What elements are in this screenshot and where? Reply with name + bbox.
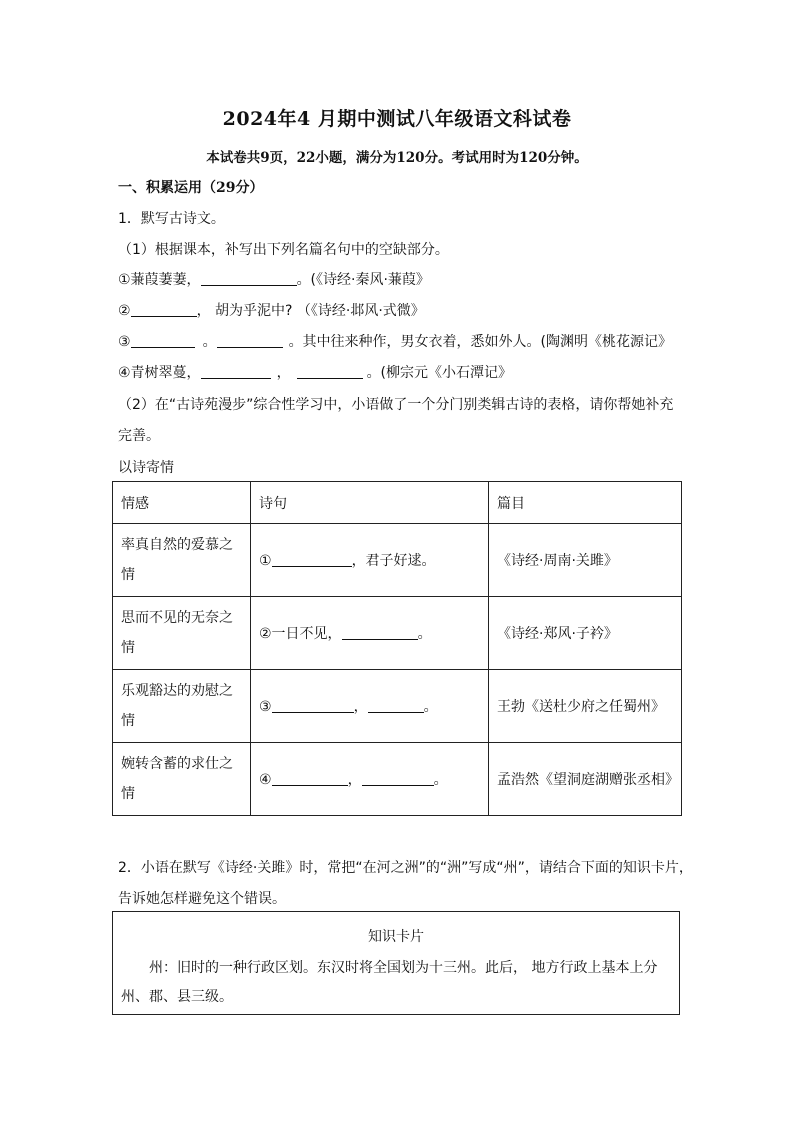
answer-blank[interactable] <box>131 302 197 317</box>
table-caption: 以诗寄情 <box>118 460 174 476</box>
verse-pre: ③ <box>259 699 272 715</box>
verse-cell <box>251 670 489 743</box>
header-emotion: 情感 <box>113 482 251 524</box>
source-cell: 《诗经·周南·关雎》 <box>489 524 682 597</box>
answer-blank[interactable] <box>201 271 297 286</box>
verse-post: 。 <box>423 699 438 715</box>
fill-item-1-pre: ①蒹葭萋萋， <box>118 272 201 288</box>
question-1-part-2-cont: 完善。 <box>118 428 160 444</box>
verse-pre: ④ <box>259 772 272 788</box>
exam-subtitle: 本试卷共9页，22小题，满分为120分。考试用时为120分钟。 <box>206 150 588 166</box>
fill-item-4-pre: ④青树翠蔓， <box>118 365 201 381</box>
answer-blank[interactable] <box>272 771 348 786</box>
question-2-stem-cont: 告诉她怎样避免这个错误。 <box>118 891 286 907</box>
header-source: 篇目 <box>489 482 682 524</box>
knowledge-card-title: 知识卡片 <box>368 929 424 945</box>
fill-item-1-post: 。(《诗经·秦风·蒹葭》 <box>296 272 430 288</box>
answer-blank[interactable] <box>368 698 424 713</box>
verse-pre: ① <box>259 553 272 569</box>
emotion-cell: 婉转含蓄的求仕之情 <box>113 743 251 816</box>
fill-item-1 <box>118 269 430 289</box>
verse-mid: ， <box>353 699 368 715</box>
fill-item-2-pre: ② <box>118 303 131 319</box>
answer-blank[interactable] <box>272 698 354 713</box>
knowledge-card-body: 州：旧时的一种行政区划。东汉时将全国划为十三州。此后， 地方行政上基本上分州、郡、县三级。 <box>121 960 658 1005</box>
fill-item-3-pre: ③ <box>118 334 131 350</box>
question-1-stem: 1．默写古诗文。 <box>118 211 225 227</box>
verse-pre: ②一日不见， <box>259 626 342 642</box>
question-2-stem: 2．小语在默写《诗经·关雎》时，常把“在河之洲”的“洲”写成“州”，请结合下面的知识卡片， <box>118 860 693 876</box>
source-cell: 孟浩然《望洞庭湖赠张丞相》 <box>489 743 682 816</box>
fill-item-3-mid: 。 <box>202 334 217 350</box>
answer-blank[interactable] <box>131 333 195 348</box>
answer-blank[interactable] <box>272 552 352 567</box>
verse-post: 。 <box>417 626 432 642</box>
knowledge-card <box>112 911 680 1015</box>
fill-item-2 <box>118 300 425 320</box>
table-header-row <box>113 482 682 524</box>
section-heading: 一、积累运用（29分） <box>118 180 264 196</box>
verse-post: ，君子好逑。 <box>351 553 436 569</box>
table-row <box>113 670 682 743</box>
fill-item-2-post: ， 胡为乎泥中? （《诗经·邶风·式微》 <box>196 303 425 319</box>
verse-cell <box>251 743 489 816</box>
fill-item-3-post: 。其中往来种作，男女衣着，悉如外人。(陶渊明《桃花源记》 <box>288 334 673 350</box>
question-1-part-2: （2）在“古诗苑漫步”综合性学习中，小语做了一个分门别类辑古诗的表格，请你帮她补充 <box>118 397 674 413</box>
fill-item-3 <box>118 331 672 351</box>
emotion-cell: 乐观豁达的劝慰之情 <box>113 670 251 743</box>
poem-table <box>112 481 682 816</box>
answer-blank[interactable] <box>297 364 363 379</box>
verse-cell <box>251 597 489 670</box>
verse-mid: ， <box>347 772 362 788</box>
answer-blank[interactable] <box>342 625 418 640</box>
answer-blank[interactable] <box>217 333 283 348</box>
table-row <box>113 597 682 670</box>
table-row <box>113 743 682 816</box>
source-cell: 《诗经·郑风·子衿》 <box>489 597 682 670</box>
verse-post: 。 <box>433 772 448 788</box>
verse-cell <box>251 524 489 597</box>
question-1-part-1: （1）根据课本，补写出下列名篇名句中的空缺部分。 <box>118 242 449 258</box>
source-cell: 王勃《送杜少府之任蜀州》 <box>489 670 682 743</box>
fill-item-4-post: 。(柳宗元《小石潭记》 <box>366 365 513 381</box>
answer-blank[interactable] <box>362 771 434 786</box>
emotion-cell: 思而不见的无奈之情 <box>113 597 251 670</box>
header-verse: 诗句 <box>251 482 489 524</box>
exam-title: 2024年4 月期中测试八年级语文科试卷 <box>222 108 572 130</box>
fill-item-4-mid: ， <box>276 365 291 381</box>
answer-blank[interactable] <box>201 364 271 379</box>
fill-item-4 <box>118 362 512 382</box>
table-row <box>113 524 682 597</box>
emotion-cell: 率真自然的爱慕之情 <box>113 524 251 597</box>
